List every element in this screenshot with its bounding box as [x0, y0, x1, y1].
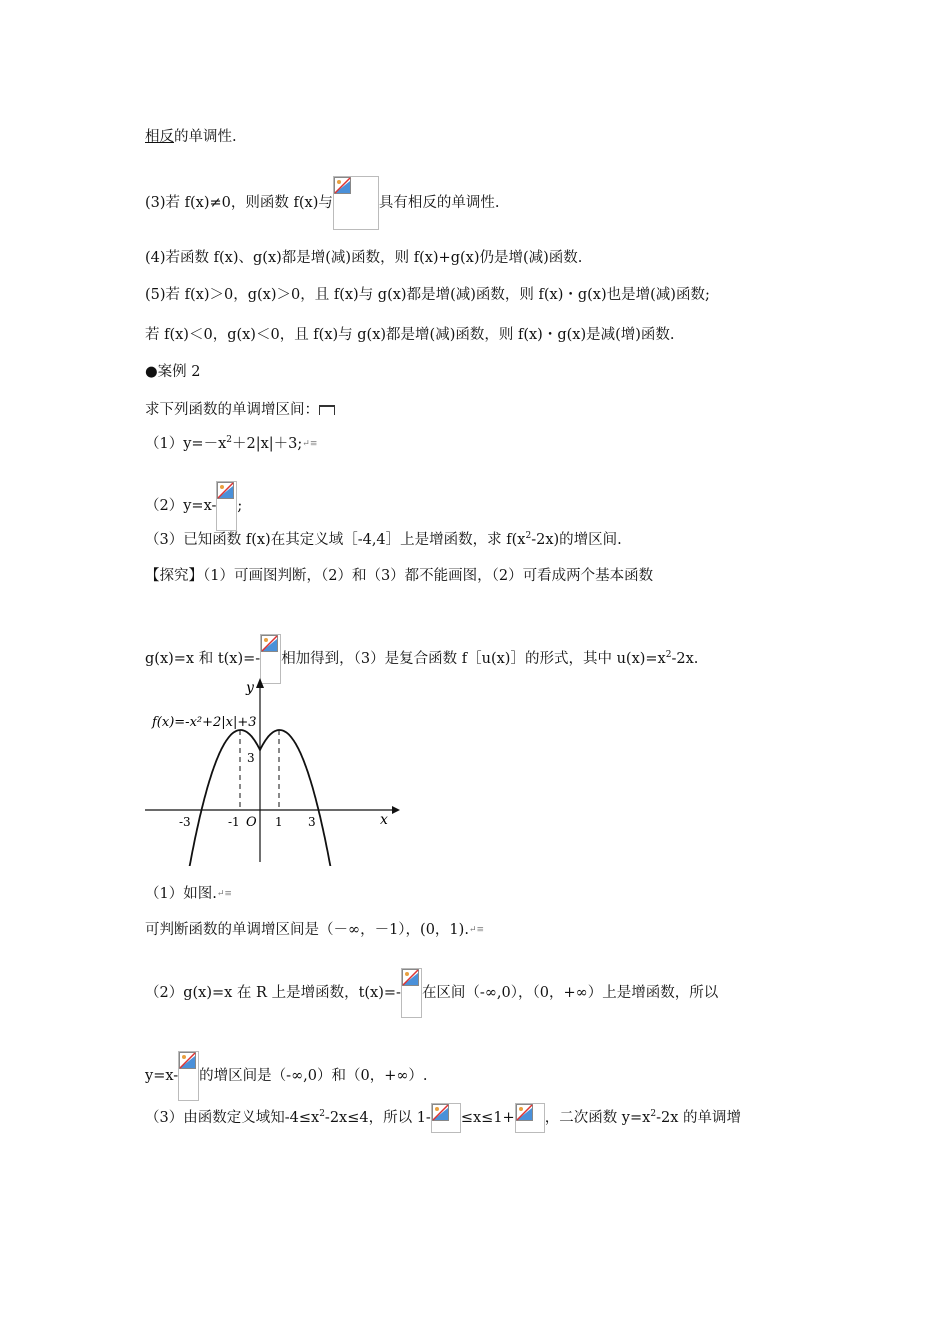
text-run: 的单调性. [174, 129, 237, 145]
text-run: 具有相反的单调性. [378, 195, 500, 211]
text-line [145, 1103, 741, 1133]
y-axis-arrow-icon [256, 678, 264, 688]
x-axis-label: x [380, 812, 388, 828]
text-run: （1）y=－x [145, 436, 227, 452]
x-tick-label: 3 [308, 815, 316, 829]
text-run: 可判断函数的单调增区间是（－∞，－1），(0，1). [145, 922, 469, 938]
case-heading: ●案例 2 [145, 364, 201, 380]
text-run: -2x. [671, 651, 699, 667]
broken-image-icon [216, 481, 237, 531]
text-line [145, 1051, 428, 1101]
x-tick-label: 1 [275, 815, 283, 829]
y-axis-label: y [246, 680, 254, 696]
underlined-term: 相反 [145, 129, 174, 145]
text-run: （2）g(x)=x 在 R 上是增函数，t(x)=- [145, 985, 401, 1001]
origin-label: O [246, 815, 257, 830]
text-line [145, 884, 232, 904]
text-run: 求下列函数的单调增区间： [145, 402, 319, 418]
text-run: y=x- [145, 1068, 179, 1084]
text-run: g(x)=x 和 t(x)=- [145, 651, 261, 667]
text-line [145, 400, 335, 420]
text-run: -2x 的单调增 [656, 1110, 741, 1126]
superscript: 2 [525, 531, 532, 542]
text-line: (5)若 f(x)＞0，g(x)＞0，且 f(x)与 g(x)都是增(减)函数，则 f(x)・g(x)也是增(减)函数; [145, 287, 710, 303]
text-line [145, 176, 499, 230]
text-run: （3）由函数定义域知-4≤x [145, 1110, 320, 1126]
broken-image-icon [431, 1103, 461, 1133]
paragraph-mark-icon: ↵≡ [216, 889, 232, 899]
superscript: 2 [650, 1109, 657, 1120]
x-tick-label: -3 [179, 815, 191, 829]
text-line: (4)若函数 f(x)、g(x)都是增(减)函数，则 f(x)+g(x)仍是增(减)函数. [145, 250, 583, 266]
text-line: 若 f(x)＜0，g(x)＜0，且 f(x)与 g(x)都是增(减)函数，则 f(x)・g(x)是减(增)函数. [145, 327, 675, 343]
x-tick-label: -1 [228, 815, 240, 829]
function-graph [140, 676, 400, 866]
broken-image-icon [401, 968, 422, 1018]
text-line: 【探究】（1）可画图判断，（2）和（3）都不能画图，（2）可看成两个基本函数 [145, 568, 654, 584]
text-run: （1）如图. [145, 886, 217, 902]
text-run: （3）已知函数 f(x)在其定义域［-4,4］上是增函数，求 f(x [145, 532, 526, 548]
text-line [145, 530, 622, 550]
text-line [145, 920, 484, 940]
text-run: （2）y=x- [145, 498, 217, 514]
text-run: ＋2|x|＋3; [231, 436, 303, 452]
broken-image-icon [333, 176, 379, 230]
text-run: 在区间（-∞,0），（0，+∞）上是增函数，所以 [421, 985, 719, 1001]
text-run: 相加得到，（3）是复合函数 f［u(x)］的形式，其中 u(x)=x [281, 651, 666, 667]
paragraph-mark-icon: ↵≡ [468, 925, 485, 935]
paragraph-mark-icon: ↵≡ [302, 439, 318, 449]
text-run: 的增区间是（-∞,0）和（0，+∞）. [199, 1068, 428, 1084]
superscript: 2 [319, 1109, 325, 1120]
x-axis-arrow-icon [392, 806, 400, 814]
broken-image-icon [178, 1051, 199, 1101]
text-run: ≤x≤1+ [460, 1110, 515, 1126]
function-label: f(x)=-x²+2|x|+3 [152, 715, 257, 730]
broken-image-icon [515, 1103, 545, 1133]
text-run: ，二次函数 y=x [544, 1110, 651, 1126]
text-run: -2x≤4，所以 1- [324, 1110, 431, 1126]
superscript: 2 [226, 435, 232, 446]
text-line [145, 968, 718, 1018]
text-run: ; [237, 498, 243, 514]
superscript: 2 [665, 650, 672, 661]
bracket-mark-icon [319, 405, 335, 415]
text-line [145, 434, 317, 454]
text-run: -2x)的增区间. [531, 532, 622, 548]
text-line [145, 127, 237, 147]
y-tick-label: 3 [247, 751, 255, 765]
text-run: (3)若 f(x)≠0，则函数 f(x)与 [145, 195, 333, 211]
text-line [145, 481, 242, 531]
